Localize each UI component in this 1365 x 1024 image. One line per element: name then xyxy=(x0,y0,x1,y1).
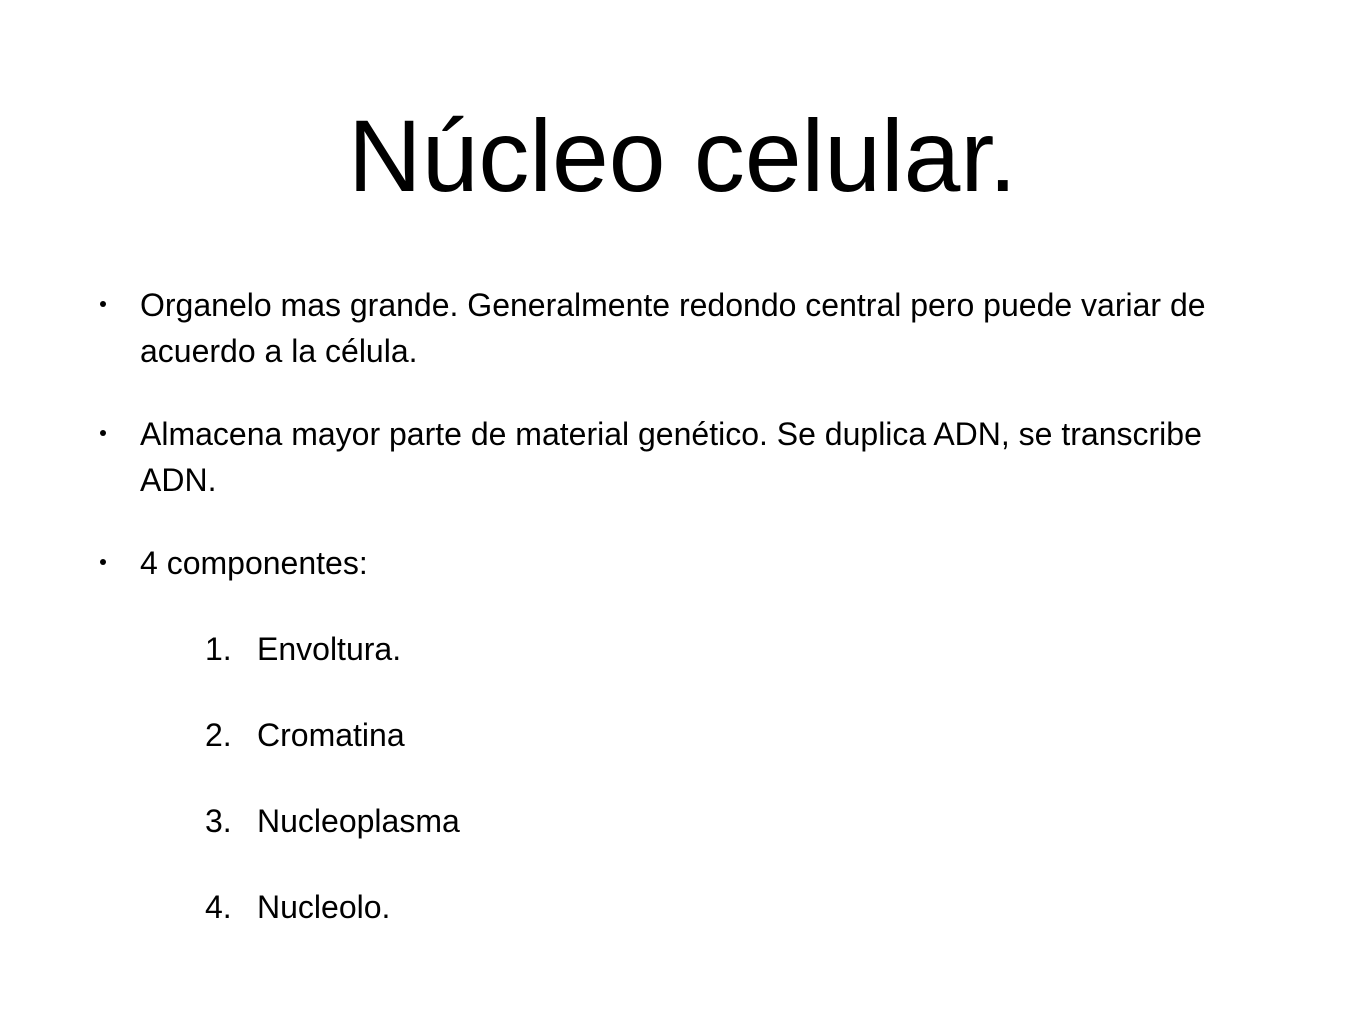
component-item xyxy=(205,626,460,672)
component-item xyxy=(205,798,460,844)
component-number: 2. xyxy=(205,717,232,753)
component-number: 3. xyxy=(205,803,232,839)
bullet-dot-icon xyxy=(100,430,106,436)
bullet-item xyxy=(100,282,1250,374)
bullet-dot-icon xyxy=(100,559,106,565)
bullet-text: Almacena mayor parte de material genético. Se duplica ADN, se transcribe ADN. xyxy=(140,416,1202,498)
component-item xyxy=(205,884,460,930)
bullet-item xyxy=(100,540,1250,586)
component-label: Nucleolo. xyxy=(257,889,391,925)
component-label: Cromatina xyxy=(257,717,405,753)
bullet-dot-icon xyxy=(100,301,106,307)
component-number: 1. xyxy=(205,631,232,667)
component-label: Nucleoplasma xyxy=(257,803,460,839)
bullet-list xyxy=(100,282,1250,614)
bullet-item xyxy=(100,411,1250,503)
slide-title: Núcleo celular. xyxy=(347,99,1018,213)
component-item xyxy=(205,712,460,758)
component-label: Envoltura. xyxy=(257,631,402,667)
components-list xyxy=(205,626,460,970)
component-number: 4. xyxy=(205,889,232,925)
bullet-text: Organelo mas grande. Generalmente redondo central pero puede variar de acuerdo a la célula. xyxy=(140,287,1206,369)
bullet-text: 4 componentes: xyxy=(140,545,368,581)
